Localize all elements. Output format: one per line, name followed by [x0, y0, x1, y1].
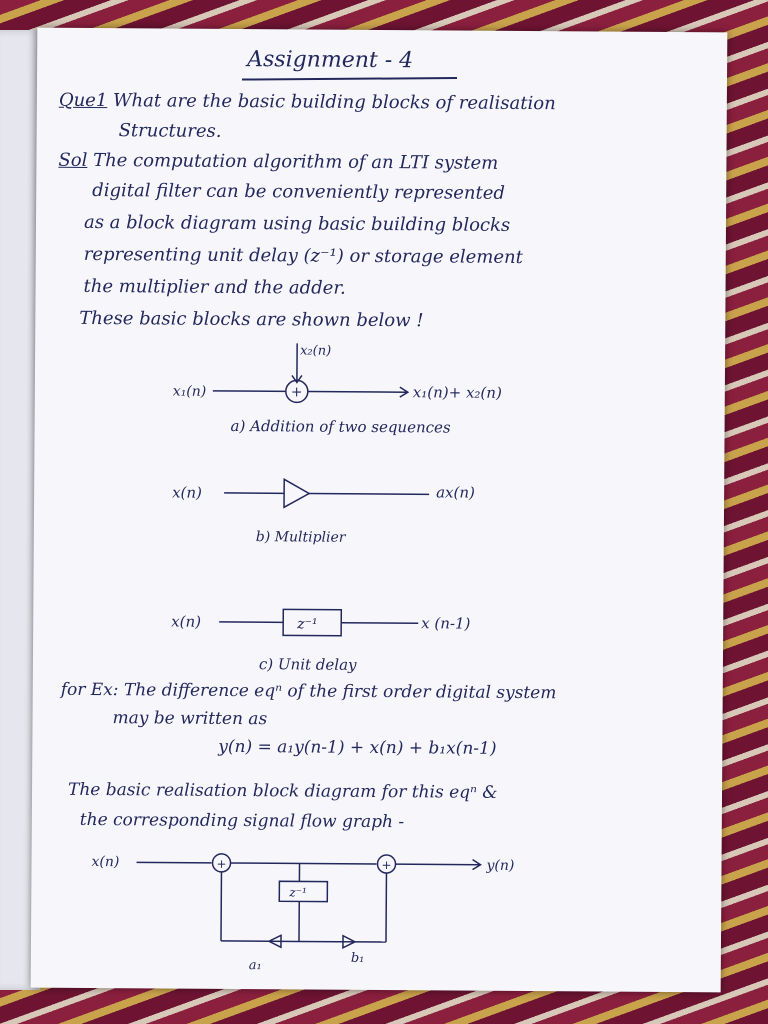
- delay-input: x(n): [171, 612, 202, 631]
- delay-caption: c) Unit delay: [258, 655, 357, 674]
- solution-line-1: [58, 150, 498, 174]
- solution-line-3: as a block diagram using basic building blocks: [83, 211, 511, 236]
- example-line-3: The basic realisation block diagram for this eqⁿ &: [67, 779, 498, 803]
- delay-output: x (n-1): [421, 614, 471, 633]
- delay-output-line: [341, 623, 418, 624]
- solution-label: Sol: [58, 149, 88, 171]
- realisation-adder-1-symbol: +: [216, 856, 227, 871]
- multiplier-output-line: [309, 494, 429, 495]
- adder-left-line: [213, 391, 286, 392]
- delay-diagram: [33, 588, 724, 683]
- example-line-2: may be written as: [112, 708, 268, 730]
- adder-output: x₁(n)+ x₂(n): [412, 383, 502, 402]
- realisation-input: x(n): [91, 854, 120, 871]
- adder-diagram: [34, 328, 725, 443]
- solution-text-1: The computation algorithm of an LTI system: [93, 149, 499, 174]
- delay-box-label: z⁻¹: [297, 616, 318, 633]
- question-label: Que1: [58, 89, 108, 112]
- question-line-2: Structures.: [118, 120, 222, 142]
- realisation-input-line: [137, 862, 212, 863]
- multiplier-triangle: [284, 479, 309, 507]
- realisation-output-line: [396, 864, 480, 865]
- solution-line-4: representing unit delay (z⁻¹) or storage element: [83, 243, 523, 268]
- realisation-diagram: [31, 838, 722, 983]
- multiplier-output: ax(n): [436, 483, 475, 502]
- multiplier-caption: b) Multiplier: [255, 529, 346, 546]
- realisation-output: y(n): [486, 857, 515, 874]
- realisation-coef-a1: a₁: [248, 958, 262, 974]
- realisation-mid-line: [231, 863, 377, 864]
- example-line-4: the corresponding signal flow graph -: [79, 809, 405, 833]
- title-underline: [242, 77, 457, 81]
- page-title: Assignment - 4: [247, 47, 414, 74]
- multiplier-input: x(n): [172, 483, 203, 502]
- example-line-1: for Ex: The difference eqⁿ of the first order digital system: [60, 679, 557, 704]
- adder-output-line: [308, 392, 407, 393]
- question-text: What are the basic building blocks of realisation: [112, 90, 556, 115]
- question-line-1: [59, 90, 556, 114]
- realisation-coef-b1: b₁: [350, 950, 365, 966]
- adder-input-left: x₁(n): [172, 383, 207, 400]
- example-equation: y(n) = a₁y(n-1) + x(n) + b₁x(n-1): [218, 736, 497, 759]
- adder-caption: a) Addition of two sequences: [230, 416, 451, 437]
- solution-line-5: the multiplier and the adder.: [83, 275, 346, 299]
- notebook-page: [31, 28, 728, 993]
- realisation-adder-2-symbol: +: [381, 858, 392, 873]
- solution-line-6: These basic blocks are shown below !: [79, 307, 424, 332]
- realisation-delay-label: z⁻¹: [289, 885, 307, 900]
- multiplier-diagram: [34, 458, 725, 553]
- realisation-feedback-horizontal: [221, 941, 299, 942]
- adder-input-top: x₂(n): [300, 343, 332, 359]
- solution-line-2: digital filter can be conveniently represented: [92, 179, 506, 204]
- adder-symbol: +: [290, 384, 303, 401]
